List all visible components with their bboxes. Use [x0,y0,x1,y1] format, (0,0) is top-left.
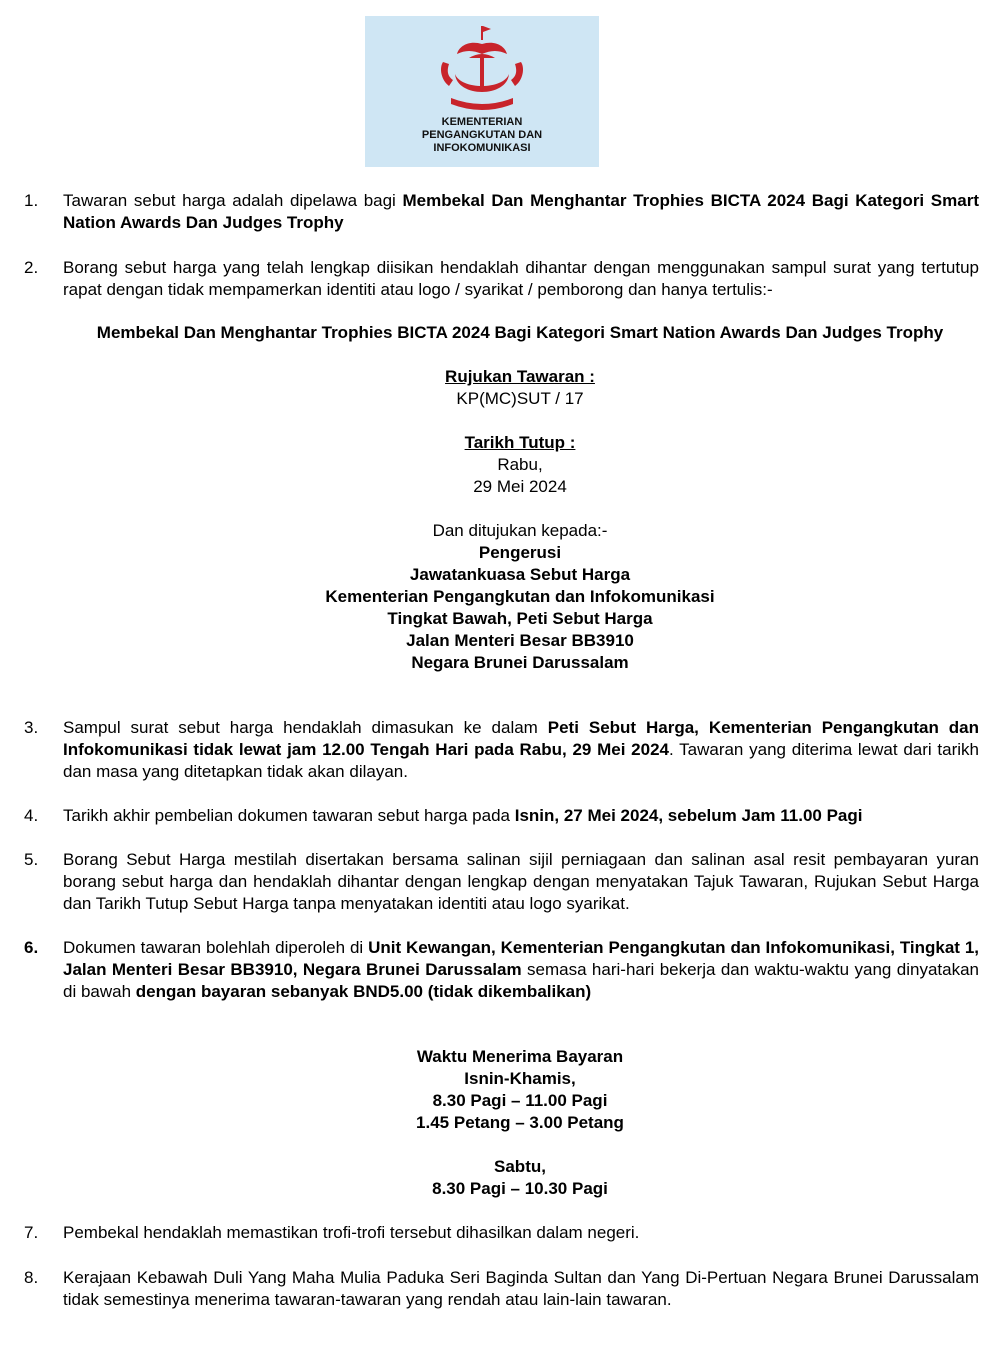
closing-day: Rabu, [497,455,543,474]
payment-title: Waktu Menerima Bayaran [416,1047,624,1066]
address-line: Jawatankuasa Sebut Harga [409,565,631,584]
list-item-1: 1. Tawaran sebut harga adalah dipelawa bagi Membekal Dan Menghantar Trophies BICTA 2024 Bagi Kategori Smart Nation Awards Dan Judges Trophy [24,191,979,232]
addressed-to: Dan ditujukan kepada:- [432,521,608,540]
address-line: Tingkat Bawah, Peti Sebut Harga [387,609,653,628]
ministry-name: KEMENTERIAN PENGANGKUTAN DAN INFOKOMUNIKASI [421,116,543,154]
list-item-3: 3. Sampul surat sebut harga hendaklah dimasukan ke dalam Peti Sebut Harga, Kementerian Pengangkutan dan Infokomunikasi tidak lewat jam 12.00 Tengah Hari pada Rabu, 29 Mei 2024. Tawaran yang diterima lewat dari tarikh dan masa yang ditetapkan tidak akan dilayan. [24,718,979,781]
list-item-2: 2. Borang sebut harga yang telah lengkap diisikan hendaklah dihantar dengan menggunakan sampul surat yang tertutup rapat dengan tidak mempamerkan identiti atau logo / syarikat / pemborong dan hanya tertulis:- [24,258,979,299]
address-line: Jalan Menteri Besar BB3910 [406,631,634,650]
ministry-logo [365,16,599,167]
brunei-crest-icon [429,22,535,114]
payment-weekdays: Isnin-Khamis, [464,1069,576,1088]
tender-title: Membekal Dan Menghantar Trophies BICTA 2024 Bagi Kategori Smart Nation Awards Dan Judges Trophy [96,323,944,342]
reference-label: Rujukan Tawaran : [445,367,595,386]
envelope-details [60,322,980,674]
reference-value: KP(MC)SUT / 17 [456,389,584,408]
list-item-7: 7. Pembekal hendaklah memastikan trofi-trofi tersebut dihasilkan dalam negeri. [24,1223,640,1242]
list-item-6: 6. Dokumen tawaran bolehlah diperoleh di Unit Kewangan, Kementerian Pengangkutan dan Infokomunikasi, Tingkat 1, Jalan Menteri Besar BB3910, Negara Brunei Darussalam semasa hari-hari bekerja dan waktu-waktu yang dinyatakan di bawah dengan bayaran sebanyak BND5.00 (tidak dikembalikan) [24,938,980,1001]
address-line: Negara Brunei Darussalam [411,653,629,672]
payment-saturday: Sabtu, [494,1157,546,1176]
payment-slot: 1.45 Petang – 3.00 Petang [416,1113,624,1132]
list-item-4: 4. Tarikh akhir pembelian dokumen tawaran sebut harga pada Isnin, 27 Mei 2024, sebelum Jam 11.00 Pagi [24,806,863,825]
payment-hours [60,1046,980,1200]
closing-label: Tarikh Tutup : [464,433,576,452]
closing-date: 29 Mei 2024 [473,477,567,496]
list-item-8: 8. Kerajaan Kebawah Duli Yang Maha Mulia Paduka Seri Baginda Sultan dan Yang Di-Pertuan Negara Brunei Darussalam tidak semestinya menerima tawaran-tawaran yang rendah atau lain-lain tawaran. [24,1268,979,1309]
address-line: Kementerian Pengangkutan dan Infokomunikasi [325,587,715,606]
payment-slot: 8.30 Pagi – 10.30 Pagi [432,1179,608,1198]
address-line: Pengerusi [478,543,562,562]
payment-slot: 8.30 Pagi – 11.00 Pagi [432,1091,608,1110]
list-item-5: 5. Borang Sebut Harga mestilah disertakan bersama salinan sijil perniagaan dan salinan asal resit pembayaran yuran borang sebut harga dan hendaklah dihantar dengan lengkap dengan menyatakan Tajuk Tawaran, Rujukan Sebut Harga dan Tarikh Tutup Sebut Harga tanpa menyatakan identiti atau logo syarikat. [24,850,979,913]
